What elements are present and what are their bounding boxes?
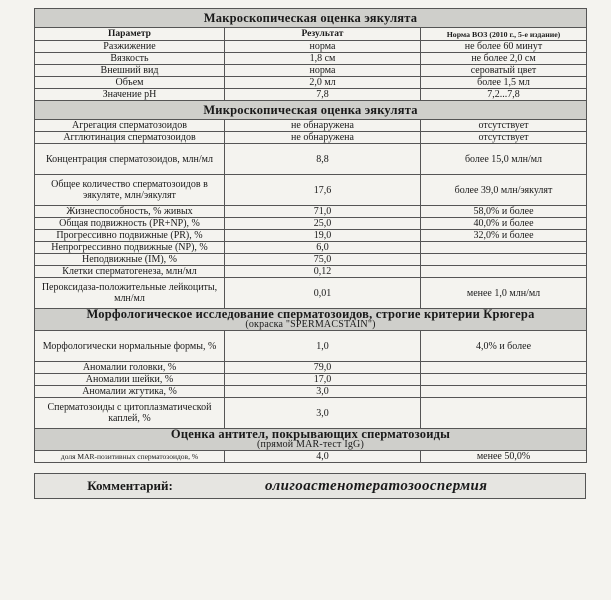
norm-cell: 4,0% и более [421, 331, 587, 362]
norm-cell [421, 362, 587, 374]
norm-cell [421, 374, 587, 386]
result-cell: 3,0 [225, 386, 421, 398]
result-cell: 6,0 [225, 242, 421, 254]
param-cell: Вязкость [35, 53, 225, 65]
result-cell: 0,12 [225, 266, 421, 278]
result-cell: 3,0 [225, 398, 421, 429]
table-row [35, 41, 587, 53]
param-cell: доля MAR-позитивных сперматозоидов, % [35, 451, 225, 463]
macro-section-title: Макроскопическая оценка эякулята [35, 9, 587, 28]
param-cell: Общая подвижность (PR+NP), % [35, 218, 225, 230]
norm-cell: 7,2...7,8 [421, 89, 587, 101]
param-cell: Агрегация сперматозоидов [35, 120, 225, 132]
result-cell: не обнаружена [225, 132, 421, 144]
report-sheet [34, 8, 586, 499]
param-cell: Общее количество сперматозоидов в эякуляте, млн/эякулят [35, 175, 225, 206]
param-cell: Внешний вид [35, 65, 225, 77]
norm-cell: 32,0% и более [421, 230, 587, 242]
norm-cell [421, 398, 587, 429]
result-cell: норма [225, 65, 421, 77]
header-norm: Норма ВОЗ (2010 г., 5-е издание) [421, 28, 587, 41]
result-cell: не обнаружена [225, 120, 421, 132]
table-row [35, 132, 587, 144]
param-cell: Концентрация сперматозоидов, млн/мл [35, 144, 225, 175]
morph-subtitle: (окраска "SPERMACSTAIN") [245, 319, 376, 330]
comment-value: олигоастенотератозооспермия [265, 477, 488, 494]
table-row [35, 230, 587, 242]
table-row [35, 89, 587, 101]
param-cell: Пероксидаза-положительные лейкоциты, млн/мл [35, 278, 225, 309]
morph-section-title [35, 309, 587, 331]
result-cell: 8,8 [225, 144, 421, 175]
result-cell: 7,8 [225, 89, 421, 101]
table-row [35, 451, 587, 463]
result-cell: 17,0 [225, 374, 421, 386]
norm-cell [421, 386, 587, 398]
norm-cell: не более 60 минут [421, 41, 587, 53]
param-cell: Значение pH [35, 89, 225, 101]
result-cell: 25,0 [225, 218, 421, 230]
param-cell: Разжижение [35, 41, 225, 53]
result-cell: 0,01 [225, 278, 421, 309]
header-param: Параметр [35, 28, 225, 41]
result-cell: 1,8 см [225, 53, 421, 65]
antibody-subtitle: (прямой MAR-тест IgG) [256, 439, 365, 450]
param-cell: Аномалии шейки, % [35, 374, 225, 386]
table-row [35, 278, 587, 309]
param-cell: Сперматозоиды с цитоплазматической каплей, % [35, 398, 225, 429]
table-row [35, 331, 587, 362]
param-cell: Аномалии головки, % [35, 362, 225, 374]
param-cell: Агглютинация сперматозоидов [35, 132, 225, 144]
norm-cell: менее 1,0 млн/мл [421, 278, 587, 309]
table-row [35, 386, 587, 398]
result-cell: 79,0 [225, 362, 421, 374]
result-cell: 75,0 [225, 254, 421, 266]
table-row [35, 362, 587, 374]
table-row [35, 65, 587, 77]
param-cell: Аномалии жгутика, % [35, 386, 225, 398]
table-row [35, 242, 587, 254]
param-cell: Непрогрессивно подвижные (NP), % [35, 242, 225, 254]
table-row [35, 206, 587, 218]
spermogram-table [34, 8, 587, 463]
norm-cell: не более 2,0 см [421, 53, 587, 65]
table-row [35, 218, 587, 230]
result-cell: 71,0 [225, 206, 421, 218]
result-cell: 19,0 [225, 230, 421, 242]
norm-cell: 58,0% и более [421, 206, 587, 218]
comment-label: Комментарий: [87, 478, 173, 493]
norm-cell [421, 266, 587, 278]
antibody-section-title [35, 429, 587, 451]
table-row [35, 374, 587, 386]
norm-cell [421, 242, 587, 254]
table-row [35, 175, 587, 206]
result-cell: 2,0 мл [225, 77, 421, 89]
param-cell: Объем [35, 77, 225, 89]
micro-section-title: Микроскопическая оценка эякулята [35, 101, 587, 120]
param-cell: Неподвижные (IM), % [35, 254, 225, 266]
comment-box [34, 473, 586, 499]
morph-title: Морфологическое исследование сперматозоидов, строгие критерии Крюгера [86, 307, 535, 321]
result-cell: норма [225, 41, 421, 53]
table-row [35, 120, 587, 132]
result-cell: 4,0 [225, 451, 421, 463]
norm-cell: отсутствует [421, 120, 587, 132]
param-cell: Морфологически нормальные формы, % [35, 331, 225, 362]
norm-cell: отсутствует [421, 132, 587, 144]
antibody-title: Оценка антител, покрывающих сперматозоиды [170, 427, 451, 441]
param-cell: Жизнеспособность, % живых [35, 206, 225, 218]
norm-cell: 40,0% и более [421, 218, 587, 230]
norm-cell: сероватый цвет [421, 65, 587, 77]
table-row [35, 53, 587, 65]
norm-cell [421, 254, 587, 266]
header-row [35, 28, 587, 41]
param-cell: Клетки сперматогенеза, млн/мл [35, 266, 225, 278]
table-row [35, 77, 587, 89]
norm-cell: более 1,5 мл [421, 77, 587, 89]
table-row [35, 266, 587, 278]
table-row [35, 144, 587, 175]
result-cell: 1,0 [225, 331, 421, 362]
norm-cell: более 15,0 млн/мл [421, 144, 587, 175]
param-cell: Прогрессивно подвижные (PR), % [35, 230, 225, 242]
norm-cell: более 39,0 млн/эякулят [421, 175, 587, 206]
norm-cell: менее 50,0% [421, 451, 587, 463]
table-row [35, 254, 587, 266]
header-result: Результат [225, 28, 421, 41]
table-row [35, 398, 587, 429]
result-cell: 17,6 [225, 175, 421, 206]
